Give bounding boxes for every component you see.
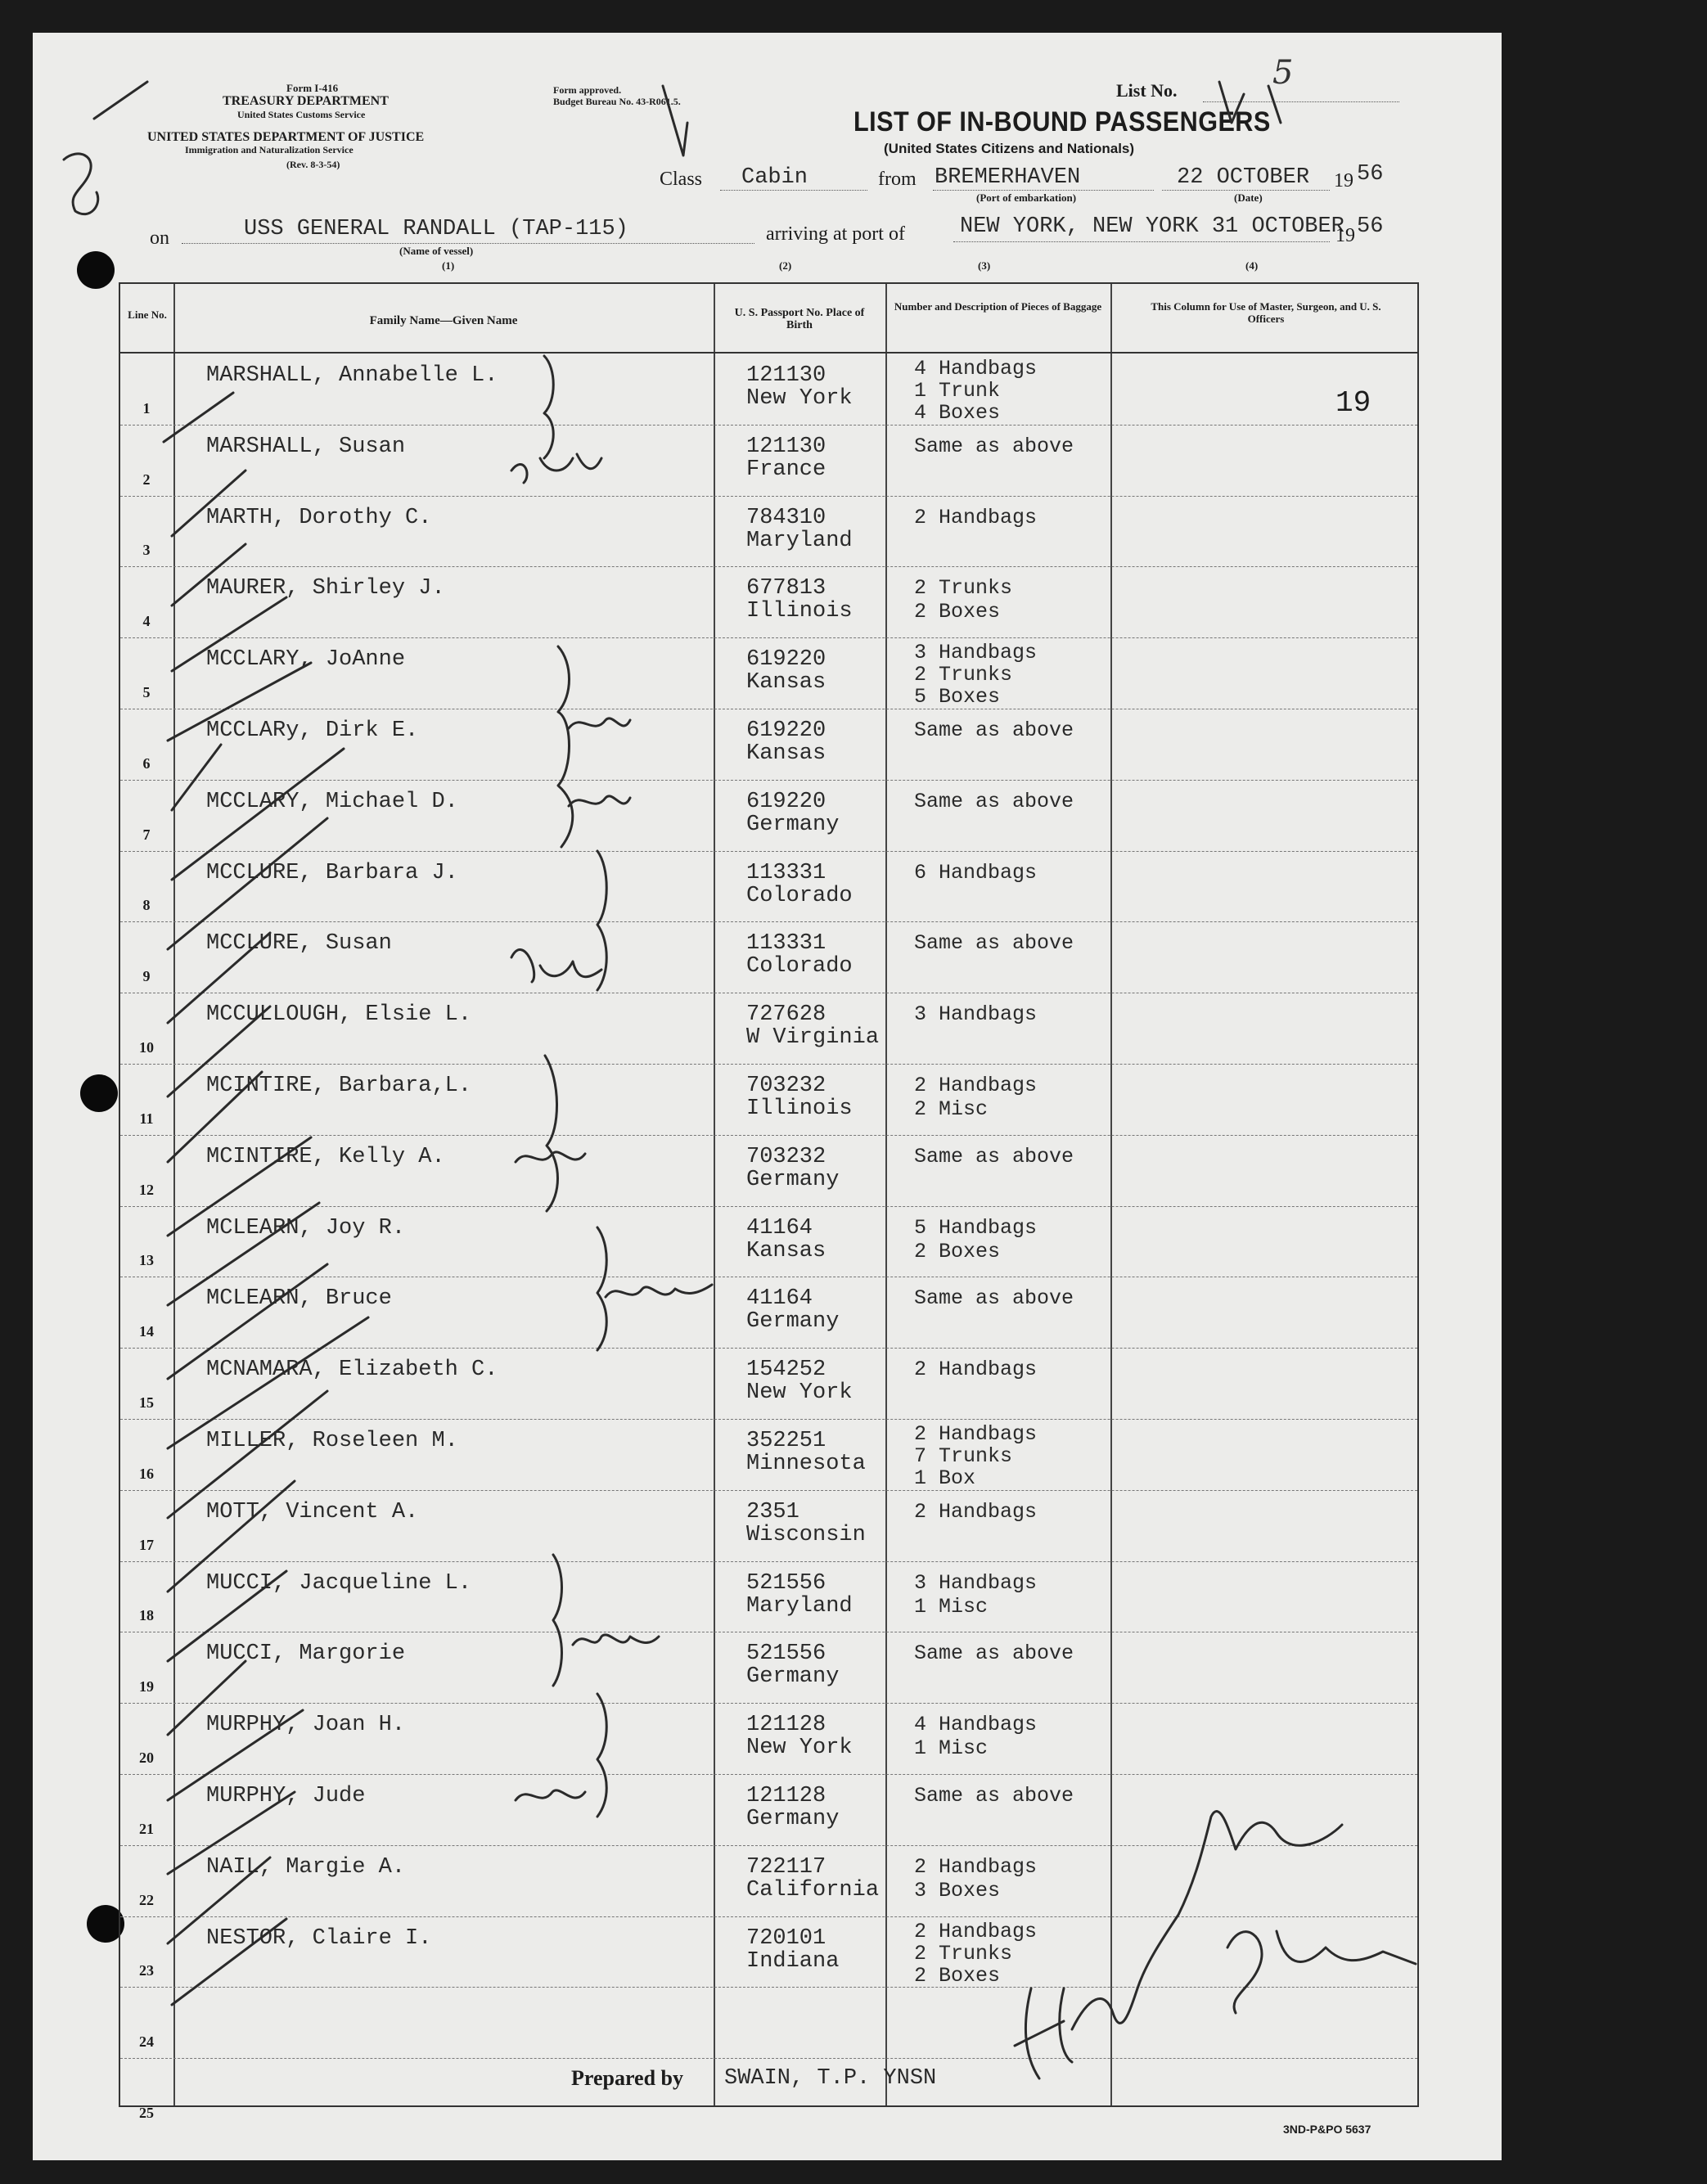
baggage-item: Same as above <box>914 1784 1074 1808</box>
table-row <box>120 496 1417 567</box>
passenger-name: MCLEARN, Bruce <box>206 1286 392 1312</box>
arrival-year-value: 56 <box>1357 214 1384 239</box>
line-number: 9 <box>142 968 151 985</box>
passenger-name: MARSHALL, Annabelle L. <box>206 363 498 388</box>
class-label: Class <box>660 169 703 190</box>
passport-number: 619220 <box>746 789 826 814</box>
passport-number: 41164 <box>746 1215 813 1241</box>
passenger-name: MURPHY, Joan H. <box>206 1713 406 1738</box>
line-number: 16 <box>139 1465 154 1482</box>
table-row <box>120 425 1417 496</box>
passport-number: 619220 <box>746 647 826 673</box>
passenger-name: MCCLARY, JoAnne <box>206 647 406 673</box>
table-row <box>120 851 1417 922</box>
passport-number: 521556 <box>746 1570 826 1596</box>
line-number: 1 <box>142 399 151 417</box>
baggage-item: 2 Boxes <box>914 1239 1001 1263</box>
passenger-name: MCCLURE, Susan <box>206 931 392 957</box>
baggage-item: 2 Boxes <box>914 600 1001 624</box>
place-of-birth: Germany <box>746 1807 840 1831</box>
table-row <box>120 1703 1417 1774</box>
line-number: 7 <box>142 826 151 843</box>
baggage-item: 1 Misc <box>914 1736 989 1761</box>
ins-service: Immigration and Naturalization Service <box>185 144 354 155</box>
place-of-birth: Germany <box>746 812 840 837</box>
line-number: 19 <box>139 1678 154 1695</box>
place-of-birth: Colorado <box>746 883 853 908</box>
passport-number: 722117 <box>746 1854 826 1880</box>
form-approved: Form approved. <box>553 84 622 96</box>
passenger-name: MUCCI, Jacqueline L. <box>206 1570 472 1596</box>
prepared-by-label: Prepared by <box>571 2066 683 2090</box>
form-subtitle: (United States Citizens and Nationals) <box>884 141 1135 156</box>
table-row <box>120 566 1417 637</box>
line-number: 2 <box>142 471 151 488</box>
arrival-year-prefix: 19 <box>1335 225 1355 246</box>
passport-number: 703232 <box>746 1074 826 1098</box>
place-of-birth: Kansas <box>746 670 826 696</box>
header-passport: U. S. Passport No. Place of Birth <box>734 307 865 331</box>
baggage-item: 2 Trunks <box>914 1941 1013 1966</box>
passport-number: 352251 <box>746 1429 826 1453</box>
line-number: 8 <box>142 897 151 914</box>
customs-service: United States Customs Service <box>237 109 366 120</box>
line-number: 18 <box>139 1607 154 1624</box>
vessel-line <box>182 243 754 244</box>
passport-number: 677813 <box>746 576 826 601</box>
department-of-justice: UNITED STATES DEPARTMENT OF JUSTICE <box>147 130 425 144</box>
baggage-item: 2 Handbags <box>914 505 1038 529</box>
table-row <box>120 1064 1417 1135</box>
baggage-item: 2 Handbags <box>914 1499 1038 1524</box>
place-of-birth: France <box>746 457 826 482</box>
passenger-name: MARTH, Dorothy C. <box>206 505 432 530</box>
passport-number: 121128 <box>746 1713 826 1738</box>
column-number-1: (1) <box>442 259 455 272</box>
prepared-by-value: SWAIN, T.P. YNSN <box>724 2066 937 2091</box>
passenger-name: MCINTIRE, Barbara,L. <box>206 1074 472 1098</box>
baggage-item: 2 Trunks <box>914 576 1013 601</box>
passenger-name: MOTT, Vincent A. <box>206 1499 419 1524</box>
port-of-embarkation: BREMERHAVEN <box>935 165 1081 190</box>
passport-number: 521556 <box>746 1641 826 1667</box>
table-row <box>120 1348 1417 1419</box>
passenger-name: MCCULLOUGH, Elsie L. <box>206 1002 472 1028</box>
baggage-item: Same as above <box>914 1286 1074 1311</box>
from-label: from <box>878 169 917 190</box>
place-of-birth: New York <box>746 386 853 411</box>
baggage-item: 5 Handbags <box>914 1215 1038 1240</box>
line-number: 25 <box>139 2104 154 2121</box>
table-row <box>120 1277 1417 1348</box>
header-officers: This Column for Use of Master, Surgeon, and U. S. Officers <box>1151 300 1381 325</box>
passenger-table <box>119 282 1419 2121</box>
date-line <box>1162 190 1330 191</box>
line-number: 14 <box>139 1323 154 1340</box>
table-row <box>120 1561 1417 1632</box>
line-number: 21 <box>139 1820 154 1837</box>
footer-code: 3ND-P&PO 5637 <box>1283 2123 1371 2136</box>
column-number-3: (3) <box>978 259 991 272</box>
place-of-birth: Indiana <box>746 1948 840 1974</box>
passenger-name: MURPHY, Jude <box>206 1784 366 1808</box>
table-row <box>120 353 1417 425</box>
baggage-item: 2 Handbags <box>914 1919 1038 1943</box>
budget-bureau: Budget Bureau No. 43-R061.5. <box>553 96 681 107</box>
table-row <box>120 1135 1417 1206</box>
officer-note: 19 <box>1335 386 1371 420</box>
arrival-port-date: NEW YORK, NEW YORK 31 OCTOBER <box>960 214 1344 239</box>
passenger-name: MCCLURE, Barbara J. <box>206 860 458 885</box>
passport-number: 121128 <box>746 1784 826 1808</box>
place-of-birth: California <box>746 1877 880 1903</box>
list-no-label: List No. <box>1116 80 1178 101</box>
line-number: 22 <box>139 1891 154 1908</box>
form-number: Form I-416 <box>286 82 339 94</box>
line-number: 11 <box>139 1110 154 1127</box>
baggage-item: 2 Handbags <box>914 1358 1038 1382</box>
place-of-birth: New York <box>746 1736 853 1761</box>
baggage-item: Same as above <box>914 434 1074 458</box>
arriving-label: arriving at port of <box>766 223 905 245</box>
table-row <box>120 921 1417 993</box>
form-title: LIST OF IN-BOUND PASSENGERS <box>854 106 1271 137</box>
baggage-item: 2 Trunks <box>914 663 1013 687</box>
place-of-birth: Maryland <box>746 1593 853 1619</box>
year-prefix: 19 <box>1334 170 1353 191</box>
passport-number: 121130 <box>746 363 826 388</box>
baggage-item: 3 Boxes <box>914 1878 1001 1903</box>
passport-number: 784310 <box>746 505 826 530</box>
year-value: 56 <box>1357 162 1384 187</box>
passport-number: 720101 <box>746 1925 826 1951</box>
baggage-item: 1 Misc <box>914 1594 989 1619</box>
list-no-line <box>1203 101 1399 102</box>
punch-hole-top <box>77 251 115 289</box>
baggage-item: 2 Handbags <box>914 1422 1038 1446</box>
form-revision: (Rev. 8-3-54) <box>286 159 340 170</box>
passport-number: 2351 <box>746 1499 799 1524</box>
place-of-birth: Germany <box>746 1664 840 1690</box>
vessel-caption: (Name of vessel) <box>399 245 474 257</box>
table-row <box>120 709 1417 780</box>
table-row <box>120 1916 1417 1988</box>
place-of-birth: Illinois <box>746 599 853 624</box>
line-number: 6 <box>142 754 151 772</box>
baggage-item: 6 Handbags <box>914 860 1038 885</box>
column-number-2: (2) <box>779 259 792 272</box>
passport-number: 113331 <box>746 931 826 957</box>
passenger-name: MARSHALL, Susan <box>206 434 406 459</box>
class-line <box>720 190 867 191</box>
vessel-name: USS GENERAL RANDALL (TAP-115) <box>244 217 628 241</box>
baggage-item: 1 Trunk <box>914 379 1001 403</box>
date-caption: (Date) <box>1234 191 1263 204</box>
line-number: 5 <box>142 683 151 700</box>
passport-number: 41164 <box>746 1286 813 1312</box>
place-of-birth: Wisconsin <box>746 1522 866 1547</box>
place-of-birth: Colorado <box>746 954 853 979</box>
table-row <box>120 1206 1417 1277</box>
passenger-name: MILLER, Roseleen M. <box>206 1429 458 1453</box>
passenger-name: NAIL, Margie A. <box>206 1854 406 1880</box>
line-number: 3 <box>142 542 151 559</box>
baggage-item: 2 Handbags <box>914 1854 1038 1879</box>
line-number: 13 <box>139 1252 154 1269</box>
passenger-name: MUCCI, Margorie <box>206 1641 406 1667</box>
baggage-item: Same as above <box>914 789 1074 813</box>
place-of-birth: Minnesota <box>746 1452 866 1476</box>
line-number: 24 <box>139 2033 154 2051</box>
passport-number: 619220 <box>746 718 826 743</box>
class-value: Cabin <box>741 165 808 190</box>
baggage-item: 7 Trunks <box>914 1444 1013 1468</box>
passenger-name: MCINTIRE, Kelly A. <box>206 1144 445 1169</box>
line-number: 12 <box>139 1181 154 1198</box>
baggage-item: 2 Misc <box>914 1097 989 1121</box>
table-row <box>120 1987 1417 2058</box>
place-of-birth: Kansas <box>746 741 826 766</box>
line-number: 15 <box>139 1394 154 1411</box>
table-row <box>120 1490 1417 1561</box>
header-baggage: Number and Description of Pieces of Baggage <box>894 300 1102 313</box>
treasury-department: TREASURY DEPARTMENT <box>223 94 389 108</box>
table-row <box>120 1845 1417 1916</box>
place-of-birth: Germany <box>746 1309 840 1335</box>
place-of-birth: Illinois <box>746 1097 853 1121</box>
baggage-item: 5 Boxes <box>914 685 1001 709</box>
table-row <box>120 1632 1417 1703</box>
baggage-item: 4 Boxes <box>914 401 1001 425</box>
passenger-name: MCLEARN, Joy R. <box>206 1215 406 1241</box>
line-number: 20 <box>139 1749 154 1766</box>
table-row <box>120 637 1417 709</box>
line-number: 10 <box>139 1038 154 1056</box>
line-number: 4 <box>142 613 151 630</box>
place-of-birth: New York <box>746 1380 853 1406</box>
baggage-item: 3 Handbags <box>914 1570 1038 1595</box>
place-of-birth: Kansas <box>746 1238 826 1263</box>
table-row <box>120 993 1417 1064</box>
baggage-item: 3 Handbags <box>914 641 1038 665</box>
baggage-item: 2 Handbags <box>914 1074 1038 1097</box>
passenger-name: MCCLARy, Dirk E. <box>206 718 419 743</box>
passenger-name: NESTOR, Claire I. <box>206 1925 432 1951</box>
port-caption: (Port of embarkation) <box>976 191 1077 204</box>
place-of-birth: Maryland <box>746 528 853 553</box>
baggage-item: Same as above <box>914 1641 1074 1666</box>
arrival-line <box>953 241 1330 242</box>
passenger-name: MCNAMARA, Elizabeth C. <box>206 1358 498 1383</box>
passport-number: 154252 <box>746 1358 826 1383</box>
on-label: on <box>150 227 169 249</box>
baggage-item: 4 Handbags <box>914 357 1038 381</box>
header-name: Family Name—Given Name <box>369 314 518 327</box>
passenger-name: MAURER, Shirley J. <box>206 576 445 601</box>
passenger-name: MCCLARY, Michael D. <box>206 789 458 814</box>
passport-number: 703232 <box>746 1144 826 1169</box>
column-number-4: (4) <box>1245 259 1259 272</box>
passport-number: 727628 <box>746 1002 826 1028</box>
line-number: 23 <box>139 1962 154 1979</box>
table-row <box>120 1774 1417 1845</box>
baggage-item: Same as above <box>914 1144 1074 1169</box>
header-line-no: Line No. <box>128 308 167 321</box>
passport-number: 121130 <box>746 434 826 459</box>
place-of-birth: W Virginia <box>746 1025 880 1051</box>
passport-number: 113331 <box>746 860 826 885</box>
baggage-item: Same as above <box>914 718 1074 742</box>
table-row <box>120 780 1417 851</box>
baggage-item: 2 Boxes <box>914 1963 1001 1988</box>
punch-hole-middle <box>80 1074 118 1112</box>
baggage-item: 1 Box <box>914 1466 976 1490</box>
baggage-item: Same as above <box>914 931 1074 956</box>
baggage-item: 4 Handbags <box>914 1713 1038 1737</box>
table-row <box>120 1419 1417 1490</box>
list-no-value: 5 <box>1272 54 1294 92</box>
place-of-birth: Germany <box>746 1167 840 1192</box>
port-line <box>933 190 1154 191</box>
departure-date: 22 OCTOBER <box>1177 165 1310 190</box>
line-number: 17 <box>139 1536 154 1553</box>
baggage-item: 3 Handbags <box>914 1002 1038 1027</box>
